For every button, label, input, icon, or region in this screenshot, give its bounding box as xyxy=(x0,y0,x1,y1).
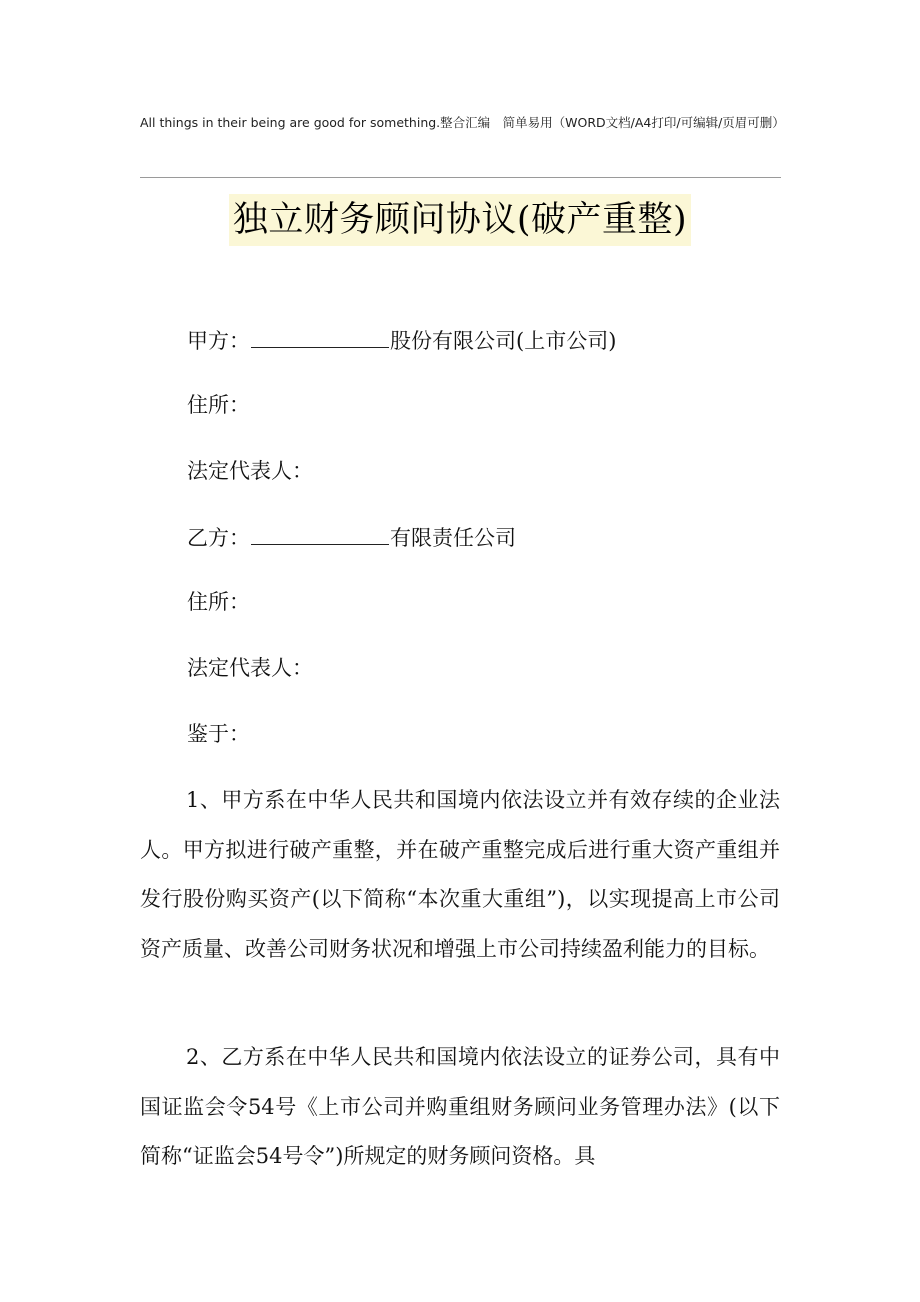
party-a-name-blank xyxy=(251,323,389,348)
document-title: 独立财务顾问协议(破产重整) xyxy=(229,194,691,246)
party-b-name-blank xyxy=(251,520,389,545)
page-header: All things in their being are good for something.整合汇编 简单易用（WORD文档/A4打印/可编辑/页眉可删） xyxy=(140,115,785,130)
party-a-address: 住所： xyxy=(187,393,250,417)
party-a-label: 甲方： xyxy=(187,329,250,353)
party-b-line xyxy=(187,520,516,554)
party-a-representative: 法定代表人： xyxy=(187,459,313,483)
whereas-paragraph-1: 1、甲方系在中华人民共和国境内依法设立并有效存续的企业法人。甲方拟进行破产重整，并在破产重整完成后进行重大资产重组并发行股份购买资产(以下简称“本次重大重组”)，以实现提高上市公司资产质量、改善公司财务状况和增强上市公司持续盈利能力的目标。 xyxy=(140,788,780,961)
whereas-paragraph-2: 2、乙方系在中华人民共和国境内依法设立的证券公司，具有中国证监会令54号《上市公司并购重组财务顾问业务管理办法》(以下简称“证监会54号令”)所规定的财务顾问资格。具 xyxy=(140,1045,780,1168)
party-b-suffix: 有限责任公司 xyxy=(390,526,516,550)
title-container xyxy=(0,194,920,246)
whereas-label: 鉴于： xyxy=(187,722,250,746)
party-b-representative: 法定代表人： xyxy=(187,656,313,680)
party-b-label: 乙方： xyxy=(187,526,250,550)
party-b-address: 住所： xyxy=(187,590,250,614)
header-divider xyxy=(140,177,781,178)
party-a-line xyxy=(187,323,616,357)
party-a-suffix: 股份有限公司(上市公司) xyxy=(390,329,617,353)
